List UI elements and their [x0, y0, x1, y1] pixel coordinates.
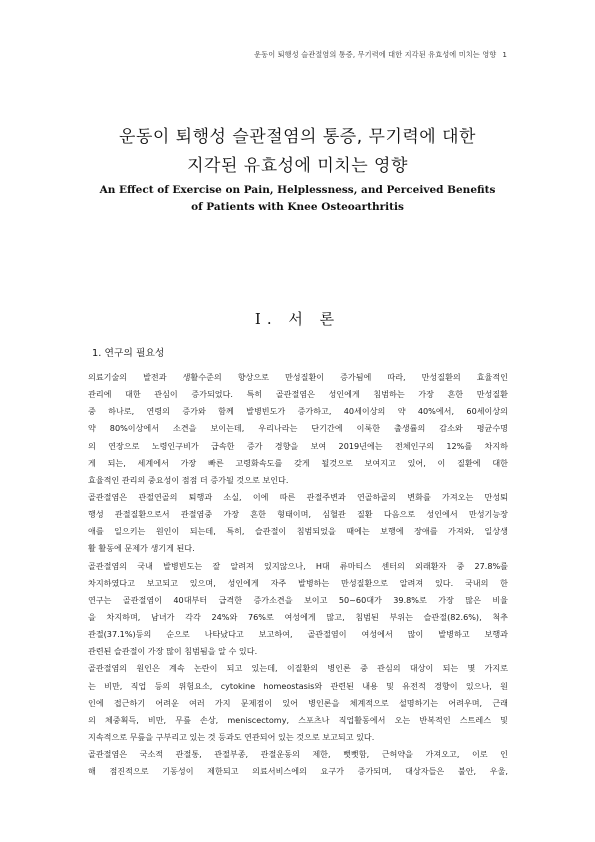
body-line: 골관절염은 관절연골의 퇴행과 소실, 이에 따른 관절주변과 연골하골의 변화를 가져오는 만성퇴 [88, 491, 508, 502]
title-korean-line-2: 지각된 유효성에 미치는 영향 [187, 156, 408, 176]
section-heading: Ⅰ. 서 론 [254, 310, 341, 328]
body-line: 관련된 슬관절이 가장 많이 침범됨을 알 수 있다. [88, 646, 258, 657]
running-header [254, 50, 507, 60]
body-line: 약 80%이상에서 소견을 보이는데, 우리나라는 단기간에 이룩한 출생률의 감소와 평균수명 [88, 423, 508, 434]
body-line: 행성 관절질환으로서 관절염중 가장 흔한 형태이며, 심혈관 질환 다음으로 성인에서 만성기능장 [88, 509, 508, 520]
running-title: 운동이 퇴행성 슬관절염의 통증, 무기력에 대한 지각된 유효성에 미치는 영향 [254, 50, 497, 59]
title-english-line-2: of Patients with Knee Osteoarthritis [191, 201, 404, 213]
body-line: 중 하나로, 연령의 증가와 함께 발병빈도가 증가하고, 40세이상의 약 40%에서, 60세이상의 [88, 406, 508, 417]
body-line: 을 차지하며, 남녀가 각각 24%와 76%로 여성에게 많고, 침범된 부위는 슬관절(82.6%), 척추 [88, 611, 508, 622]
body-line: 활 활동에 문제가 생기게 된다. [88, 543, 195, 554]
body-line: 연구는 골관절염이 40대부터 급격한 증가소견을 보이고 50~60대가 39.8%로 가장 많은 비율 [88, 594, 508, 605]
body-line: 관리에 대한 관심이 증가되었다. 특히 골관절염은 성인에게 침범하는 가장 흔한 만성질환 [88, 389, 508, 400]
body-line: 효율적인 관리의 중요성이 점점 더 증가될 것으로 보인다. [88, 474, 289, 485]
title-korean-line-1: 운동이 퇴행성 슬관절염의 통증, 무기력에 대한 [119, 127, 476, 147]
body-line: 골관절염의 원인은 계속 논란이 되고 있는데, 이질환의 병인론 중 관심의 대상이 되는 몇 가지로 [88, 663, 508, 674]
body-line: 골관절염의 국내 발병빈도는 잘 알려져 있지않으나, H대 류마티스 센터의 외래환자 중 27.8%를 [88, 560, 508, 571]
body-line: 지속적으로 무릎을 구부리고 있는 것 등과도 연관되어 있는 것으로 보고되고 있다. [88, 731, 375, 742]
body-line: 애를 일으키는 원인이 되는데, 특히, 슬관절이 침범되었을 때에는 보행에 장애를 가져와, 일상생 [88, 526, 508, 537]
body-line: 골관절염은 국소적 관절통, 관절부종, 관절운동의 제한, 뻣뻣함, 근허약을 가져오고, 이로 인 [88, 749, 508, 760]
body-line: 는 비만, 직업 등의 위험요소, cytokine homeostasis와 관련된 내용 및 유전적 경향이 있으나, 원 [88, 680, 508, 691]
page-number: 1 [502, 50, 507, 59]
subsection-heading: 1. 연구의 필요성 [92, 348, 165, 359]
body-line: 해 점진적으로 기동성이 제한되고 의료서비스에의 요구가 증가되며, 대상자들은 불안, 우울, [88, 766, 508, 777]
body-line: 게 되는, 세계에서 가장 빠른 고령화속도를 갖게 될것으로 보여지고 있어, 이 질환에 대한 [88, 457, 508, 468]
body-line: 차지하였다고 보고되고 있으며, 성인에게 자주 발병하는 만성질환으로 알려져 있다. 국내의 한 [88, 577, 508, 588]
body-line: 관절(37.1%)등의 순으로 나타났다고 보고하여, 골관절염이 여성에서 많이 발병하고 보행과 [88, 629, 508, 640]
title-english-line-1: An Effect of Exercise on Pain, Helplessness, and Perceived Benefits [99, 184, 496, 196]
body-text [88, 369, 508, 780]
body-line: 의 연장으로 노령인구비가 급속한 증가 경향을 보여 2019년에는 전체인구의 12%를 차지하 [88, 440, 508, 451]
body-line: 의 체중획득, 비만, 무릎 손상, meniscectomy, 스포츠나 직업활동에서 오는 반복적인 스트레스 및 [88, 714, 508, 725]
body-line: 인에 접근하기 어려운 여러 가지 문제점이 있어 병인론을 체계적으로 설명하기는 어려우며, 근래 [88, 697, 508, 708]
body-line: 의료기술의 발전과 생활수준의 향상으로 만성질환이 증가됨에 따라, 만성질환의 효율적인 [88, 372, 508, 382]
